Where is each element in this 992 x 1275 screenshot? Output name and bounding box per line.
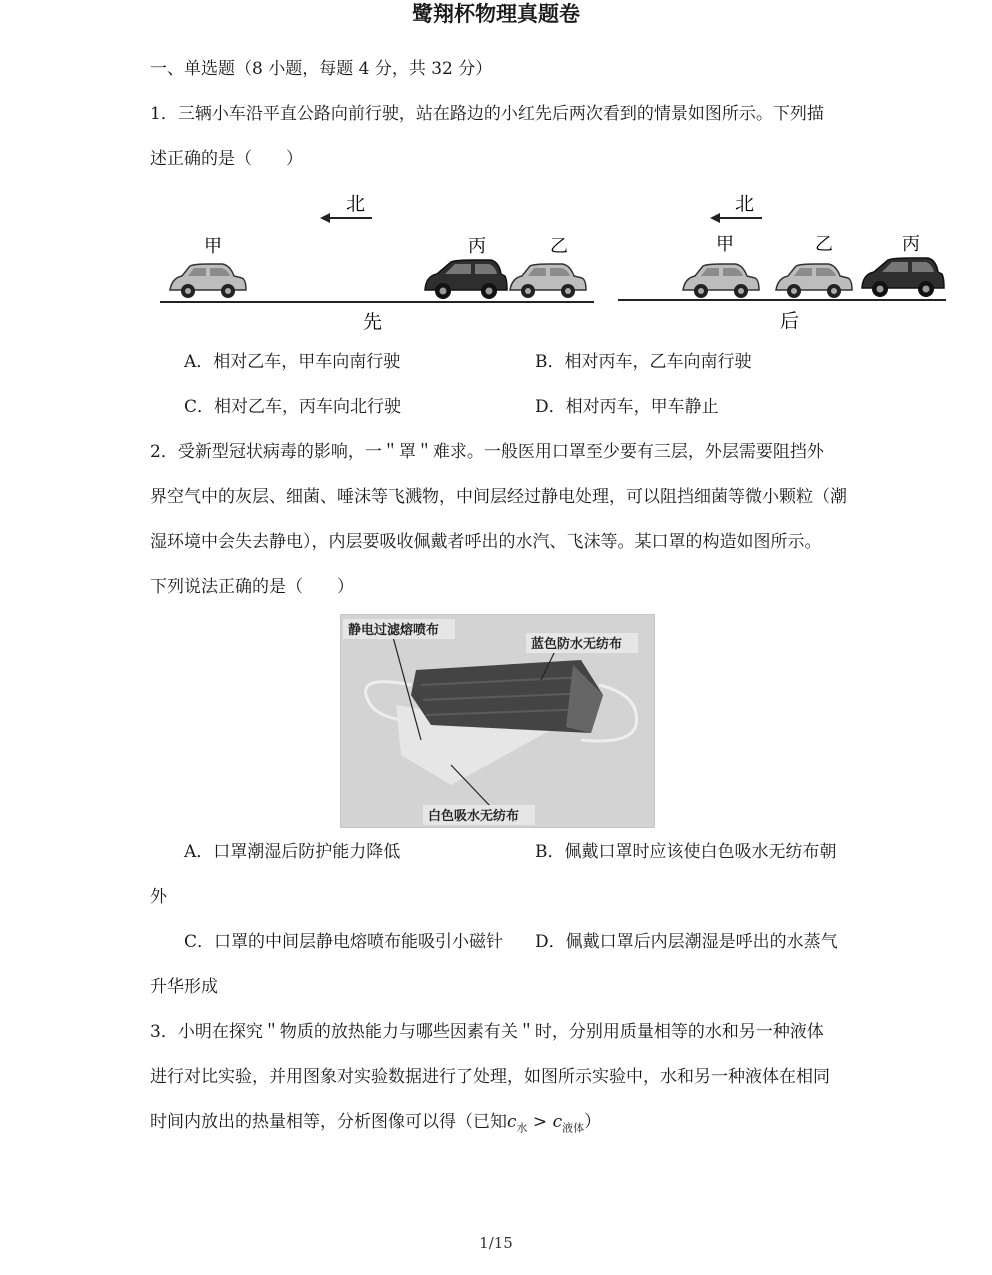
- cars-figure: [150, 188, 950, 338]
- car-yi-after: [776, 264, 852, 298]
- q3-stem-line3-text: 时间内放出的热量相等，分析图像可以得（已知: [150, 1112, 507, 1132]
- north-label-first: 北: [346, 194, 366, 215]
- label-blue-layer: 蓝色防水无纺布: [531, 636, 623, 651]
- q3-stem-line1: 3．小明在探究＂物质的放热能力与哪些因素有关＂时，分别用质量相等的水和另一种液体: [150, 1022, 824, 1042]
- mask-figure: [340, 614, 655, 828]
- q1-option-b: B．相对丙车，乙车向南行驶: [535, 352, 752, 372]
- q3-stem-line3: [150, 1110, 601, 1140]
- car-jia-after: [683, 264, 759, 298]
- car-jia-label-first: 甲: [204, 236, 222, 256]
- q2-stem-line1: 2．受新型冠状病毒的影响，一＂罩＂难求。一般医用口罩至少要有三层，外层需要阻挡外: [150, 442, 824, 462]
- q2-stem-line2: 界空气中的灰层、细菌、唾沫等飞溅物，中间层经过静电处理，可以阻挡细菌等微小颗粒（潮: [150, 487, 847, 507]
- car-yi-first: [510, 264, 586, 298]
- close-paren: ）: [584, 1112, 602, 1132]
- car-bing-label-first: 丙: [468, 236, 486, 256]
- north-label-after: 北: [735, 194, 755, 215]
- q2-option-a: A．口罩潮湿后防护能力降低: [184, 842, 401, 862]
- first-label: 先: [363, 312, 383, 333]
- q1-option-c: C．相对乙车，丙车向北行驶: [184, 397, 402, 417]
- car-bing-first: [425, 260, 507, 299]
- q2-stem-line3: 湿环境中会失去静电），内层要吸收佩戴者呼出的水汽、飞沫等。某口罩的构造如图所示。: [150, 532, 822, 552]
- q2-option-c: C．口罩的中间层静电熔喷布能吸引小磁针: [184, 932, 504, 952]
- q2-option-b-continued: 外: [150, 887, 167, 907]
- specific-heat-symbol-liquid: c: [552, 1112, 563, 1132]
- section-heading: 一、单选题（8 小题，每题 4 分，共 32 分）: [150, 59, 493, 79]
- greater-than-sign: >: [527, 1112, 553, 1132]
- q1-stem-line2: 述正确的是（ ）: [150, 149, 303, 169]
- car-jia-first: [170, 264, 246, 298]
- page-number: 1/15: [479, 1234, 513, 1252]
- q3-stem-line2: 进行对比实验，并用图象对实验数据进行了处理，如图所示实验中，水和另一种液体在相同: [150, 1067, 830, 1087]
- q2-stem-line4: 下列说法正确的是（ ）: [150, 577, 354, 597]
- specific-heat-symbol-water: c: [507, 1112, 517, 1132]
- car-yi-label-after: 乙: [815, 234, 833, 254]
- north-arrowhead-after: [710, 213, 720, 223]
- page-title: 鹭翔杯物理真题卷: [412, 1, 580, 26]
- q2-option-d-continued: 升华形成: [150, 977, 218, 997]
- north-arrowhead-first: [320, 213, 330, 223]
- label-white-layer: 白色吸水无纺布: [428, 808, 520, 823]
- q1-option-d: D．相对丙车，甲车静止: [535, 397, 719, 417]
- label-electrostatic-layer: 静电过滤熔喷布: [348, 622, 440, 637]
- subscript-liquid: 液体: [562, 1121, 585, 1135]
- after-label: 后: [780, 311, 800, 332]
- q2-option-d: D．佩戴口罩后内层潮湿是呼出的水蒸气: [535, 932, 838, 952]
- subscript-water: 水: [516, 1121, 528, 1135]
- car-bing-after: [862, 258, 944, 297]
- car-bing-label-after: 丙: [902, 234, 920, 254]
- car-yi-label-first: 乙: [550, 236, 568, 256]
- car-jia-label-after: 甲: [716, 234, 734, 254]
- q1-stem-line1: 1．三辆小车沿平直公路向前行驶，站在路边的小红先后两次看到的情景如图所示。下列描: [150, 104, 824, 124]
- q1-option-a: A．相对乙车，甲车向南行驶: [184, 352, 401, 372]
- q2-option-b: B．佩戴口罩时应该使白色吸水无纺布朝: [535, 842, 837, 862]
